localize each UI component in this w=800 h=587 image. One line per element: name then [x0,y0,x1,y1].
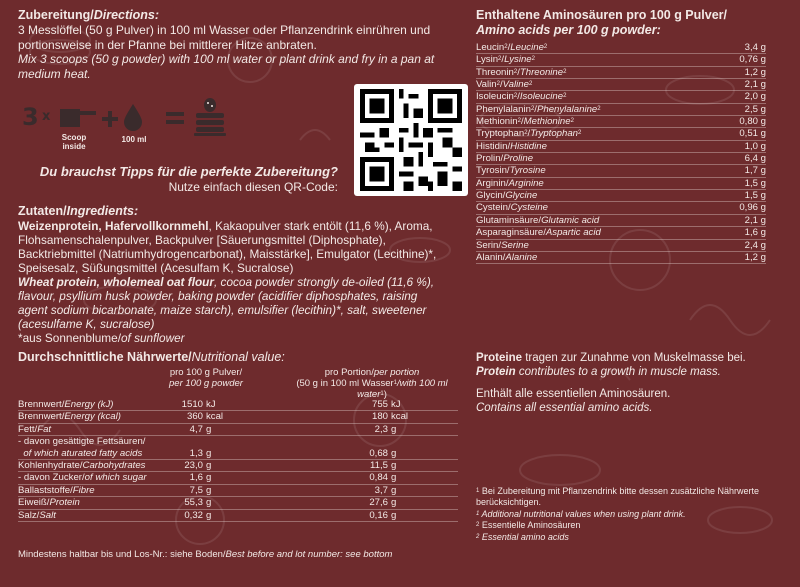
unit-per-100g: g [206,448,246,460]
unit-per-portion: g [391,460,458,472]
directions-text-en: Mix 3 scoops (50 g powder) with 100 ml water or plant drink and fry in a pan at medium heat. [18,52,435,81]
ingredients-text-de: Weizenprotein, Hafervollkornmehl, Kakaopulver stark entölt (11,6 %), Aroma, Flohsamenschalenpulver, Backpulver [Säuerungsmittel (Diphosphate), Backtriebmittel (Natriumhydrogencarbonat), Maisstärke], Emulgator (Lecithine)*, Speisesalz, Süßungsmittel (Acesulfam K, Sucralose) [18,219,437,275]
value-per-100g: 1510 [168,399,206,411]
amino-value: 2,1 g [715,214,766,226]
amino-value: 0,80 g [715,116,766,128]
amino-label: Tyrosin/Tyrosine [476,165,715,177]
column-per-100g: pro 100 g Pulver/ per 100 g powder [169,367,243,389]
water-label: 100 ml [121,135,147,144]
amino-heading-en: Amino acids per 100 g powder: [476,23,661,37]
nutrition-row [18,484,458,496]
amino-value: 0,51 g [715,128,766,140]
unit-per-portion: g [391,448,458,460]
best-before-note: Mindestens haltbar bis und Los-Nr.: siehe Boden/Best before and lot number: see bottom [18,549,393,560]
nutrition-row [18,411,458,423]
unit-per-portion: kJ [391,399,458,411]
unit-per-100g: g [206,497,246,509]
plus-icon [102,111,118,127]
amino-row [476,91,766,103]
directions-heading: Zubereitung/Directions: [18,8,159,22]
value-per-portion: 11,5 [246,460,391,472]
nutrition-section [18,350,458,522]
amino-label: Serin/Serine [476,239,715,251]
amino-label: Asparaginsäure/Aspartic acid [476,227,715,239]
value-per-100g: 0,32 [168,509,206,521]
nutrition-row [18,497,458,509]
nutrition-heading: Durchschnittliche Nährwerte/Nutritional value: [18,350,285,364]
nutrition-table [18,399,458,522]
value-per-portion: 0,84 [246,472,391,484]
footnote-2-en: $^2$ Essential amino acids [476,531,569,542]
protein-claim-en: Protein contributes to a growth in muscle mass. [476,366,721,378]
amino-label: Cystein/Cysteine [476,202,715,214]
nutrient-label: of which aturated fatty acids [18,448,168,460]
amino-value: 0,96 g [715,202,766,214]
right-column [476,8,776,542]
nutrient-label: Salz/Salt [18,509,168,521]
ingredients-section [18,204,450,345]
unit-per-portion: g [391,484,458,496]
value-per-portion: 0,68 [246,448,391,460]
scoop-label: Scoop inside [61,133,87,151]
amino-label: Prolin/Proline [476,153,715,165]
amino-value: 1,2 g [715,251,766,263]
amino-row [476,103,766,115]
amino-label: Glutaminsäure/Glutamic acid [476,214,715,226]
nutrient-label: Brennwert/Energy (kJ) [18,399,168,411]
unit-per-portion [391,436,458,448]
amino-value: 2,5 g [715,103,766,115]
column-per-portion: pro Portion/per portion (50 g in 100 ml Wasser$^1$/with 100 ml water$^1$) [296,367,448,400]
amino-label: Threonin$^2$/Threonine$^2$ [476,66,715,78]
value-per-100g: 7,5 [168,484,206,496]
tips-hint: Nutze einfach diesen QR-Code: [168,180,338,194]
nutrition-row [18,448,458,460]
protein-claim-de: Proteine tragen zur Zunahme von Muskelmasse bei. [476,352,746,364]
amino-row [476,116,766,128]
amino-row [476,214,766,226]
nutrition-row [18,509,458,521]
nutrition-column-headers [18,367,458,400]
unit-per-100g: g [206,423,246,435]
amino-value: 1,0 g [715,140,766,152]
value-per-portion [246,436,391,448]
scoop-count: 3 [22,103,39,131]
amino-value: 1,7 g [715,165,766,177]
value-per-portion: 0,16 [246,509,391,521]
amino-value: 2,0 g [715,91,766,103]
essential-claim-en: Contains all essential amino acids. [476,402,653,414]
amino-value: 1,6 g [715,227,766,239]
amino-label: Glycin/Glycine [476,190,715,202]
value-per-portion: 755 [246,399,391,411]
times-sign: x [42,109,51,124]
amino-heading-de: Enthaltene Aminosäuren pro 100 g Pulver/ [476,8,727,22]
amino-row [476,202,766,214]
amino-row [476,190,766,202]
nutrient-label: Eiweiß/Protein [18,497,168,509]
value-per-100g: 1,3 [168,448,206,460]
value-per-100g: 23,0 [168,460,206,472]
amino-row [476,153,766,165]
amino-row [476,140,766,152]
qr-code-icon [359,89,463,191]
amino-label: Histidin/Histidine [476,140,715,152]
nutrition-row [18,399,458,411]
amino-row [476,128,766,140]
amino-label: Leucin$^2$/Leucine$^2$ [476,42,715,54]
nutrient-label: - davon gesättigte Fettsäuren/ [18,436,146,448]
value-per-100g: 1,6 [168,472,206,484]
value-per-portion: 180 [246,411,391,423]
amino-value: 6,4 g [715,153,766,165]
amino-row [476,42,766,54]
footnote-2-de: $^2$ Essentielle Aminosäuren [476,520,581,531]
value-per-portion: 27,6 [246,497,391,509]
amino-value: 1,5 g [715,177,766,189]
unit-per-portion: kcal [391,411,458,423]
unit-per-100g: kcal [206,411,246,423]
value-per-100g: 360 [168,411,206,423]
tips-section [18,164,338,195]
footnotes [476,486,776,543]
water-drop-icon [122,103,144,131]
value-per-100g: 55,3 [168,497,206,509]
value-per-portion: 2,3 [246,423,391,435]
pancake-stack-icon [194,95,226,137]
tips-question: Du brauchst Tipps für die perfekte Zubereitung? [39,164,338,179]
amino-row [476,66,766,78]
unit-per-portion: g [391,509,458,521]
ingredients-heading: Zutaten/Ingredients: [18,204,139,218]
nutrient-label: Brennwert/Energy (kcal) [18,411,168,423]
amino-label: Valin$^2$/Valine$^2$ [476,79,715,91]
value-per-100g [168,436,206,448]
nutrient-label: Kohlenhydrate/Carbohydrates [18,460,168,472]
ingredients-note: *aus Sonnenblume/of sunflower [18,331,185,345]
amino-value: 0,76 g [715,54,766,66]
amino-row [476,227,766,239]
amino-value: 2,4 g [715,239,766,251]
ingredients-text-en: Wheat protein, wholemeal oat flour, cocoa powder strongly de-oiled (11,6 %), flavour, psyllium husk powder, baking powder (acidifier diphosphates, raising agent sodium bicarbonate, maize starch), emulsifier (lecithin)*, salt, sweetener (acesulfame K, sucralose) [18,275,435,331]
amino-row [476,165,766,177]
unit-per-portion: g [391,472,458,484]
unit-per-portion: g [391,497,458,509]
unit-per-100g: g [206,509,246,521]
nutrition-row [18,472,458,484]
amino-label: Methionin$^2$/Methionine$^2$ [476,116,715,128]
amino-acids-table [476,42,766,264]
amino-label: Tryptophan$^2$/Tryptophan$^2$ [476,128,715,140]
directions-text-de: 3 Messlöffel (50 g Pulver) in 100 ml Wasser oder Pflanzendrink einrühren und portionsweise in der Pfanne bei mittlerer Hitze anbraten. [18,23,431,52]
nutrition-row [18,436,458,448]
amino-value: 3,4 g [715,42,766,54]
amino-row [476,79,766,91]
nutrient-label: - davon Zucker/of which sugar [18,472,168,484]
value-per-portion: 3,7 [246,484,391,496]
unit-per-100g: g [206,472,246,484]
amino-row [476,54,766,66]
amino-label: Arginin/Arginine [476,177,715,189]
equals-icon [166,111,184,125]
amino-row [476,251,766,263]
amino-acids-section [476,8,776,264]
amino-label: Isoleucin$^2$/Isoleucine$^2$ [476,91,715,103]
value-per-100g: 4,7 [168,423,206,435]
scoop-icon [58,107,98,131]
amino-row [476,177,766,189]
amino-value: 2,1 g [715,79,766,91]
left-column [18,8,448,560]
nutrient-label: Fett/Fat [18,423,168,435]
amino-row [476,239,766,251]
footnote-1-de: $^1$ Bei Zubereitung mit Pflanzendrink bitte dessen zusätzliche Nährwerte berücksichtigen. [476,486,760,508]
footnote-1-en: $^1$ Additional nutritional values when using plant drink. [476,508,686,519]
amino-value: 1,5 g [715,190,766,202]
unit-per-100g: kJ [206,399,246,411]
amino-value: 1,2 g [715,66,766,78]
qr-code[interactable] [354,84,468,196]
protein-claims [476,351,786,423]
amino-label: Alanin/Alanine [476,251,715,263]
unit-per-100g: g [206,484,246,496]
amino-label: Lysin$^2$/Lysine$^2$ [476,54,715,66]
nutrition-row [18,460,458,472]
nutrient-label: Ballaststoffe/Fibre [18,484,168,496]
unit-per-portion: g [391,423,458,435]
amino-label: Phenylalanin$^2$/Phenylalanine$^2$ [476,103,715,115]
unit-per-100g [206,436,246,448]
unit-per-100g: g [206,460,246,472]
nutrition-row [18,423,458,435]
essential-claim-de: Enthält alle essentiellen Aminosäuren. [476,388,671,400]
